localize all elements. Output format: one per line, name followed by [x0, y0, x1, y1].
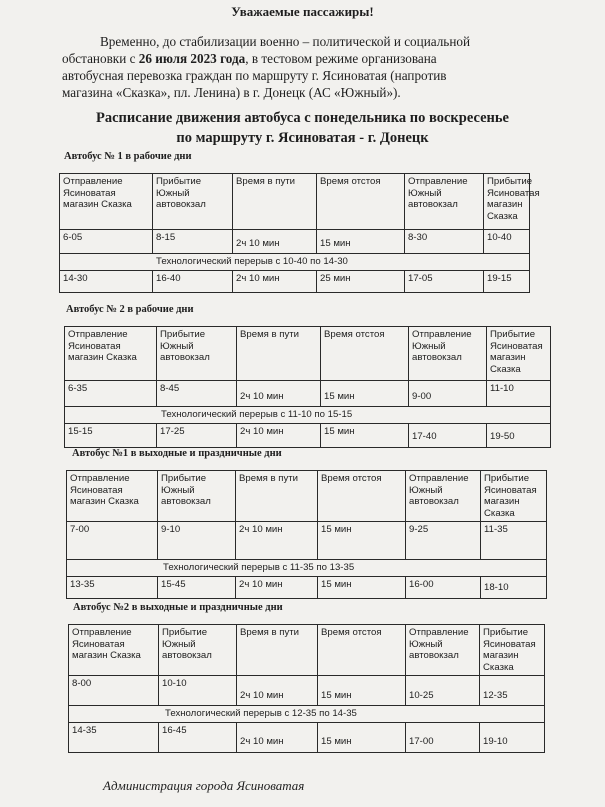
cell: 2ч 10 мин — [236, 576, 318, 598]
intro-line-3: автобусная перевозка граждан по маршруту г. Ясиноватая (напротив — [62, 68, 447, 83]
cell: 15 мин — [317, 230, 405, 254]
cell: 16-00 — [406, 576, 481, 598]
intro-line-2-post: , в тестовом режиме организована — [245, 51, 437, 66]
cell: 6-05 — [60, 230, 153, 254]
header-travel-time: Время в пути — [237, 625, 318, 676]
table-row — [65, 423, 551, 447]
signature-footer: Администрация города Ясиноватая — [103, 778, 305, 793]
header-arrive-yuzh: Прибытие Южный автовокзал — [157, 327, 237, 381]
cell: 2ч 10 мин — [233, 270, 317, 292]
cell: 2ч 10 мин — [236, 522, 318, 560]
table-row — [60, 230, 530, 254]
technical-break: Технологический перерыв с 11-10 по 15-15 — [65, 407, 551, 424]
intro-line-2-pre: обстановки с — [62, 51, 139, 66]
cell: 15 мин — [318, 676, 406, 706]
timetable-bus1-weekends — [66, 470, 547, 599]
cell: 12-35 — [480, 676, 545, 706]
header-layover: Время отстоя — [317, 174, 405, 230]
break-row — [69, 706, 545, 723]
timetable-bus2-weekdays — [64, 326, 551, 448]
break-row — [67, 560, 547, 577]
intro-paragraph — [62, 33, 582, 101]
header-arrive-yuzh: Прибытие Южный автовокзал — [153, 174, 233, 230]
cell: 16-40 — [153, 270, 233, 292]
cell: 14-30 — [60, 270, 153, 292]
header-depart-yas: Отправление Ясиноватая магазин Сказка — [69, 625, 159, 676]
table-header-row — [67, 471, 547, 522]
cell: 15 мин — [321, 423, 409, 447]
cell: 7-00 — [67, 522, 158, 560]
table-row — [69, 676, 545, 706]
cell: 9-25 — [406, 522, 481, 560]
cell: 10-25 — [406, 676, 480, 706]
cell: 2ч 10 мин — [233, 230, 317, 254]
cell: 8-30 — [405, 230, 484, 254]
cell: 9-00 — [409, 381, 487, 407]
header-layover: Время отстоя — [318, 625, 406, 676]
table-header-row — [60, 174, 530, 230]
cell: 2ч 10 мин — [237, 676, 318, 706]
cell: 15 мин — [318, 522, 406, 560]
cell: 2ч 10 мин — [237, 722, 318, 752]
cell: 25 мин — [317, 270, 405, 292]
header-layover: Время отстоя — [318, 471, 406, 522]
cell: 17-00 — [406, 722, 480, 752]
header-travel-time: Время в пути — [237, 327, 321, 381]
section-title-bus2-weekdays: Автобус № 2 в рабочие дни — [66, 304, 194, 315]
intro-line-4: магазина «Сказка», пл. Ленина) в г. Донецк (АС «Южный»). — [62, 85, 401, 100]
header-depart-yuzh: Отправление Южный автовокзал — [406, 471, 481, 522]
header-arrive-yuzh: Прибытие Южный автовокзал — [159, 625, 237, 676]
cell: 6-35 — [65, 381, 157, 407]
header-layover: Время отстоя — [321, 327, 409, 381]
cell: 8-00 — [69, 676, 159, 706]
header-depart-yas: Отправление Ясиноватая магазин Сказка — [60, 174, 153, 230]
cell: 10-40 — [484, 230, 530, 254]
timetable-bus1-weekdays — [59, 173, 540, 293]
cell: 9-10 — [158, 522, 236, 560]
table-row — [67, 522, 547, 560]
cell: 15-45 — [158, 576, 236, 598]
header-travel-time: Время в пути — [236, 471, 318, 522]
cell: 14-35 — [69, 722, 159, 752]
schedule-title-line-2: по маршруту г. Ясиноватая - г. Донецк — [176, 130, 429, 146]
schedule-title-line-1: Расписание движения автобуса с понедельника по воскресенье — [96, 110, 509, 126]
header-arrive-yuzh: Прибытие Южный автовокзал — [158, 471, 236, 522]
cell: 8-45 — [157, 381, 237, 407]
header-arrive-yas: Прибытие Ясиноватая магазин Сказка — [484, 174, 530, 230]
greeting-heading: Уважаемые пассажиры! — [231, 4, 374, 19]
section-title-bus1-weekdays: Автобус № 1 в рабочие дни — [64, 151, 192, 162]
table-row — [65, 381, 551, 407]
header-depart-yas: Отправление Ясиноватая магазин Сказка — [65, 327, 157, 381]
cell: 2ч 10 мин — [237, 423, 321, 447]
timetable-bus2-weekends — [68, 624, 545, 753]
section-title-bus2-weekends: Автобус №2 в выходные и праздничные дни — [73, 602, 283, 613]
technical-break: Технологический перерыв с 12-35 по 14-35 — [69, 706, 545, 723]
cell: 10-10 — [159, 676, 237, 706]
technical-break: Технологический перерыв с 10-40 по 14-30 — [60, 254, 530, 271]
cell: 15-15 — [65, 423, 157, 447]
break-row — [60, 254, 530, 271]
cell: 17-40 — [409, 423, 487, 447]
header-arrive-yas: Прибытие Ясиноватая магазин Сказка — [480, 625, 545, 676]
schedule-title — [0, 108, 605, 148]
header-arrive-yas: Прибытие Ясиноватая магазин Сказка — [481, 471, 547, 522]
cell: 16-45 — [159, 722, 237, 752]
cell: 19-15 — [484, 270, 530, 292]
table-row — [60, 270, 530, 292]
table-row — [69, 722, 545, 752]
cell: 19-10 — [480, 722, 545, 752]
header-depart-yuzh: Отправление Южный автовокзал — [405, 174, 484, 230]
cell: 17-05 — [405, 270, 484, 292]
cell: 11-35 — [481, 522, 547, 560]
cell: 2ч 10 мин — [237, 381, 321, 407]
header-depart-yuzh: Отправление Южный автовокзал — [406, 625, 480, 676]
cell: 15 мин — [318, 722, 406, 752]
table-header-row — [65, 327, 551, 381]
cell: 17-25 — [157, 423, 237, 447]
table-header-row — [69, 625, 545, 676]
cell: 19-50 — [487, 423, 551, 447]
header-depart-yas: Отправление Ясиноватая магазин Сказка — [67, 471, 158, 522]
cell: 13-35 — [67, 576, 158, 598]
start-date: 26 июля 2023 года — [138, 51, 246, 66]
cell: 15 мин — [318, 576, 406, 598]
header-arrive-yas: Прибытие Ясиноватая магазин Сказка — [487, 327, 551, 381]
cell: 8-15 — [153, 230, 233, 254]
break-row — [65, 407, 551, 424]
section-title-bus1-weekends: Автобус №1 в выходные и праздничные дни — [72, 448, 282, 459]
technical-break: Технологический перерыв с 11-35 по 13-35 — [67, 560, 547, 577]
header-depart-yuzh: Отправление Южный автовокзал — [409, 327, 487, 381]
cell: 15 мин — [321, 381, 409, 407]
cell: 18-10 — [481, 576, 547, 598]
header-travel-time: Время в пути — [233, 174, 317, 230]
table-row — [67, 576, 547, 598]
intro-line-1: Временно, до стабилизации военно – политической и социальной — [100, 34, 471, 49]
cell: 11-10 — [487, 381, 551, 407]
